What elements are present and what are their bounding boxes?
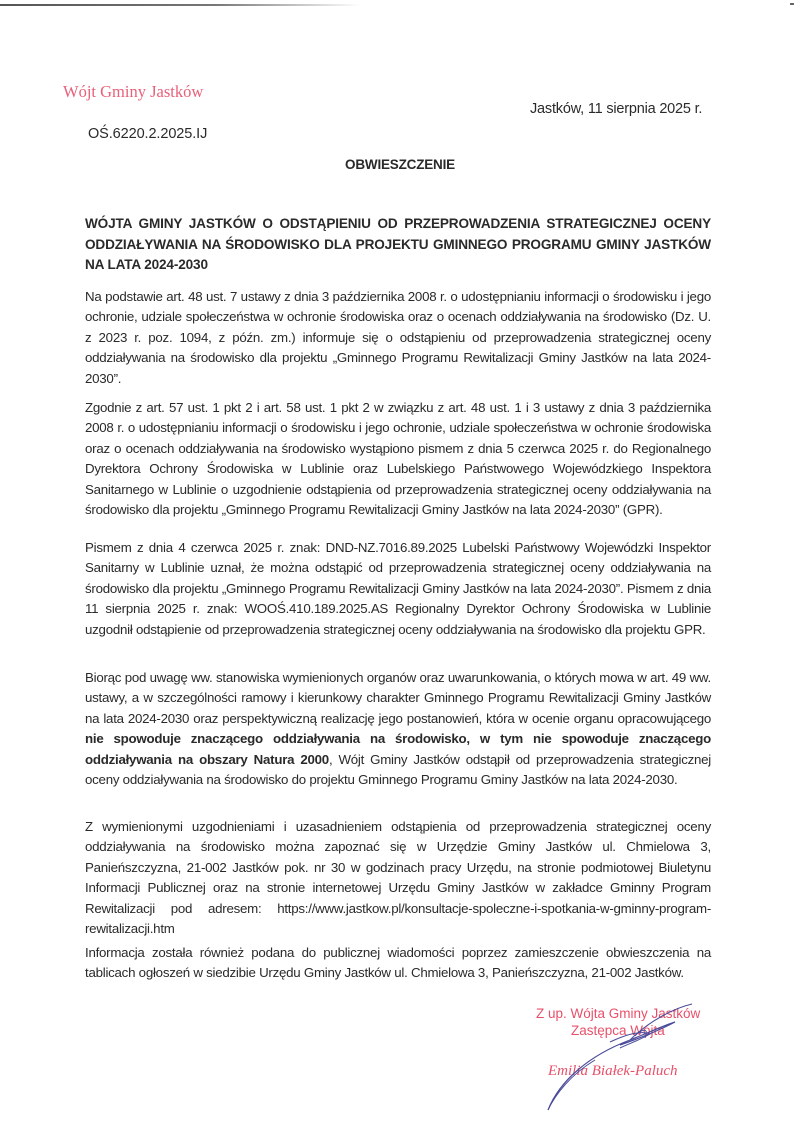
paragraph-consultation-request: Zgodnie z art. 57 ust. 1 pkt 2 i art. 58 ust. 1 pkt 2 w związku z art. 48 ust. 1 i 3 ustawy z dnia 3 października 2008 r. o udostępnianiu informacji o środowisku i jego ochronie, udziale społeczeństwa w ochronie środowiska oraz o ocenach oddziaływania na środowisko wystąpiono pismem z dnia 5 czerwca 2025 r. do Regionalnego Dyrektora Ochrony Środowiska w Lublinie oraz Lubelskiego Państwowego Wojewódzkiego Inspektora Sanitarnego w Lublinie o uzgodnienie odstąpienia od przeprowadzenia strategicznej oceny oddziaływania na środowisko dla projektu „Gminnego Programu Rewitalizacji Gminy Jastków na lata 2024-2030” (GPR). [85, 400, 711, 518]
signature-block [500, 1000, 800, 1131]
signature-name-stamp: Emilia Białek-Paluch [548, 1063, 678, 1079]
signature-role-line: Zastępca Wójta [571, 1023, 665, 1038]
handwritten-signature-icon [500, 1000, 800, 1131]
paragraph-decision [85, 668, 711, 790]
paragraph-access-info: Z wymienionymi uzgodnieniami i uzasadnieniem odstąpienia od przeprowadzenia strategicznej oceny oddziaływania na środowisko można zapoznać się w Urzędzie Gminy Jastków ul. Chmielowa 3, Panieńszczyzna, 21-002 Jastków pok. nr 30 w godzinach pracy Urzędu, na stronie podmiotowej Biuletynu Informacji Publicznej oraz na stronie internetowej Urzędu Gminy Jastków w zakładce Gminny Program Rewitalizacji pod adresem: https://www.jastkow.pl/konsultacje-spoleczne-i-spotkania-w-gminny-program-rewitalizacji.htm [85, 819, 711, 937]
decision-text-before: Biorąc pod uwagę ww. stanowiska wymienionych organów oraz uwarunkowania, o których mowa w art. 49 ww. ustawy, a w szczególności ramowy i kierunkowy charakter Gminnego Programu Rewitalizacji Gminy Jastków na lata 2024-2030 oraz perspektywiczną realizację jego postanowień, która w ocenie organu opracowującego [85, 670, 711, 726]
scan-edge-line [0, 4, 360, 6]
reference-number: OŚ.6220.2.2025.IJ [88, 126, 208, 142]
issuer-stamp: Wójt Gminy Jastków [63, 82, 204, 101]
decision-text-after: , Wójt Gminy Jastków odstąpił od przeprowadzenia strategicznej oceny oddziaływania na środowisko do projektu Gminnego Programu Gminy Jastków na lata 2024-2030. [85, 751, 712, 788]
paragraph-publication: Informacja została również podana do publicznej wiadomości poprzez zamieszczenie obwieszczenia na tablicach ogłoszeń w siedzibie Urzędu Gminy Jastków ul. Chmielowa 3, Panieńszczyzna, 21-002 Jastków. [85, 945, 711, 981]
signature-authority-line: Z up. Wójta Gminy Jastków [536, 1006, 701, 1021]
document-title: WÓJTA GMINY JASTKÓW O ODSTĄPIENIU OD PRZEPROWADZENIA STRATEGICZNEJ OCENY ODDZIAŁYWANIA NA ŚRODOWISKO DLA PROJEKTU GMINNEGO PROGRAMU GMINY JASTKÓW NA LATA 2024-2030 [85, 216, 711, 272]
document-heading: OBWIESZCZENIE [345, 157, 455, 172]
decision-text-bold: nie spowoduje znaczącego oddziaływania na środowisko, w tym nie spowoduje znaczącego oddziaływania na obszary Natura 2000 [85, 731, 711, 767]
paragraph-authority-responses: Pismem z dnia 4 czerwca 2025 r. znak: DND-NZ.7016.89.2025 Lubelski Państwowy Wojewódzki Inspektor Sanitarny w Lublinie uznał, że można odstąpić od przeprowadzenia strategicznej oceny oddziaływania na środowisko dla projektu „Gminnego Programu Rewitalizacji Gminy Jastków na lata 2024-2030”. Pismem z dnia 11 sierpnia 2025 r. znak: WOOŚ.410.189.2025.AS Regionalny Dyrektor Ochrony Środowiska w Lublinie uzgodnił odstąpienie od przeprowadzenia strategicznej oceny oddziaływania na środowisko dla projektu GPR. [85, 540, 711, 637]
document-date: Jastków, 11 sierpnia 2025 r. [530, 101, 703, 117]
paragraph-legal-basis: Na podstawie art. 48 ust. 7 ustawy z dnia 3 października 2008 r. o udostępnianiu informacji o środowisku i jego ochronie, udziale społeczeństwa w ochronie środowiska oraz o ocenach oddziaływania na środowisko (Dz. U. z 2023 r. poz. 1094, z późn. zm.) informuje się o odstąpieniu od przeprowadzenia strategicznej oceny oddziaływania na środowisko dla projektu „Gminnego Programu Rewitalizacji Gminy Jastków na lata 2024-2030”. [85, 289, 711, 386]
scan-edge-mark [790, 3, 794, 5]
